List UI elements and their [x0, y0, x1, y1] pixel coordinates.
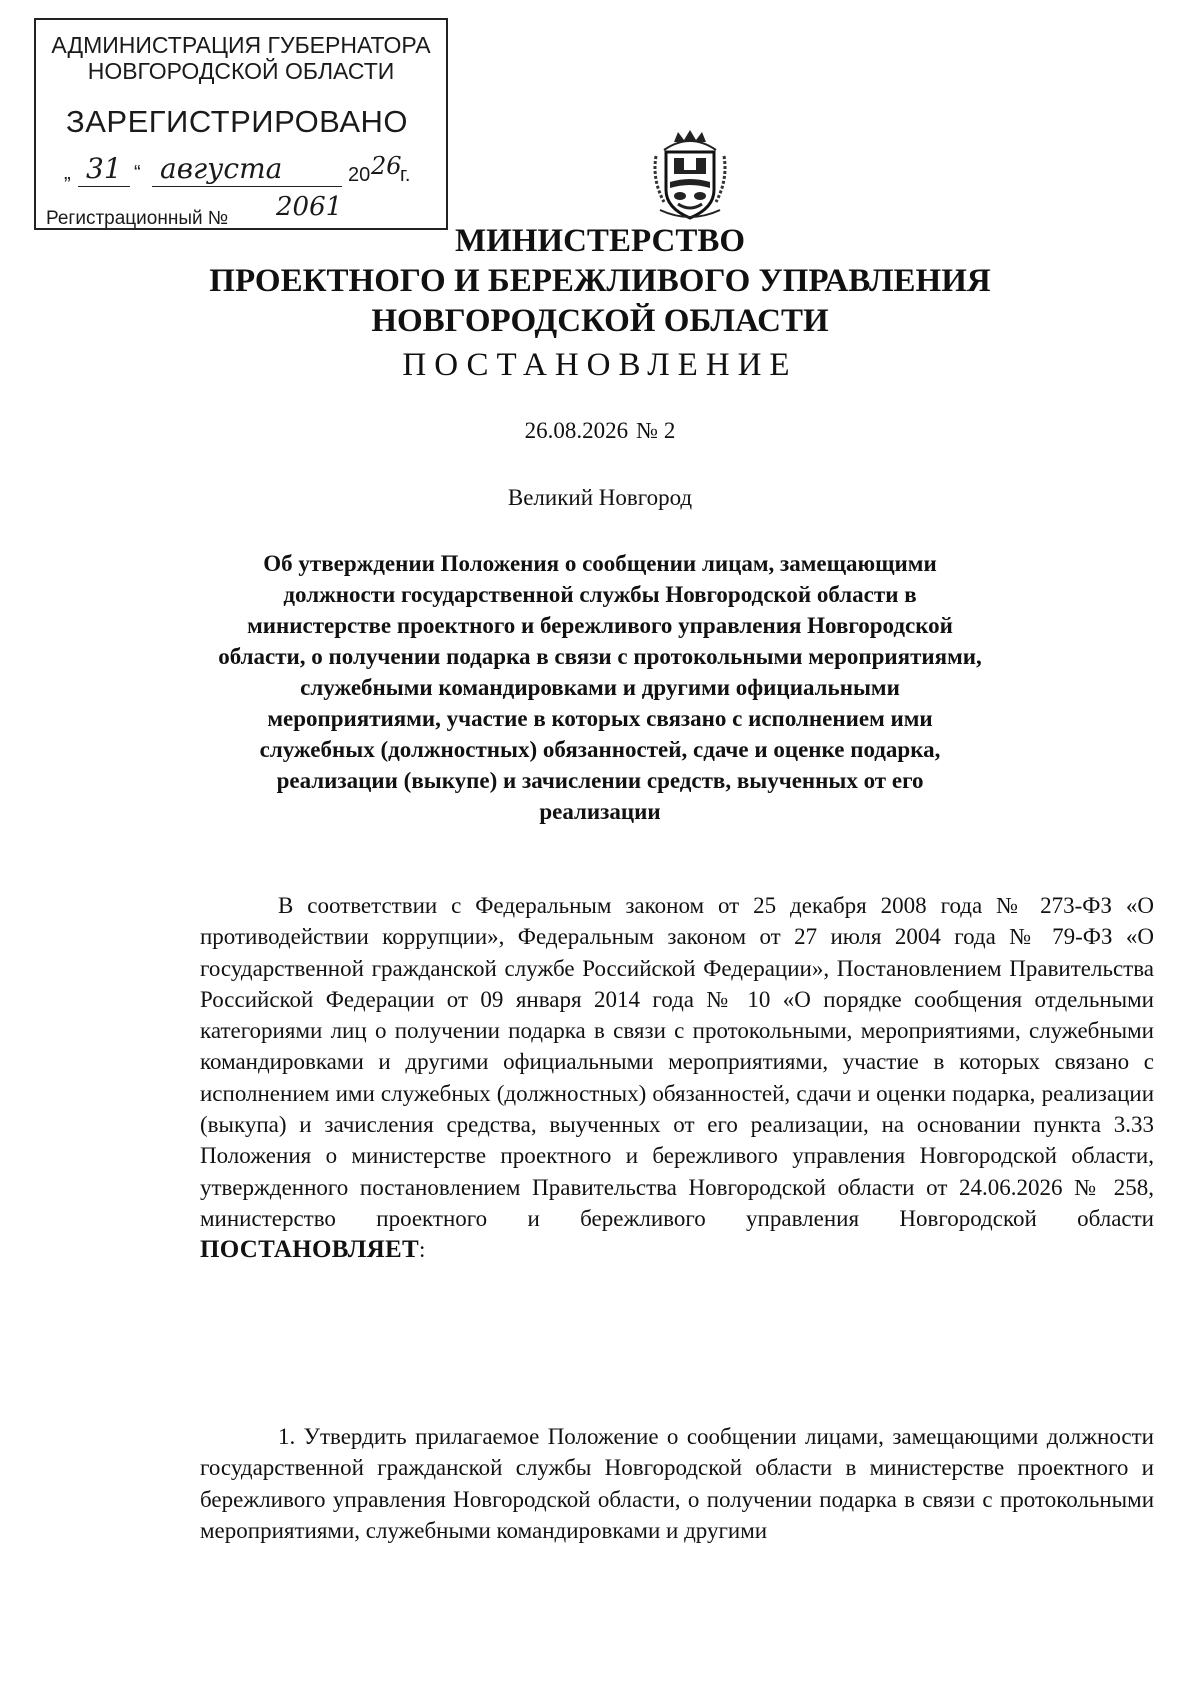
stamp-date-line — [64, 152, 434, 192]
title-line: министерстве проектного и бережливого управления Новгородской — [247, 613, 953, 638]
stamp-date-month: августа — [160, 152, 283, 185]
stamp-organization — [36, 32, 446, 84]
title-line: реализации — [539, 799, 661, 824]
stamp-org-line-2: НОВГОРОДСКОЙ ОБЛАСТИ — [87, 58, 395, 84]
stamp-status: ЗАРЕГИСТРИРОВАНО — [66, 104, 409, 139]
stamp-close-quote: “ — [134, 162, 141, 184]
item-1-paragraph — [200, 1421, 1154, 1546]
stamp-month-underline — [152, 186, 342, 187]
resolves-colon: : — [418, 1237, 426, 1263]
preamble-text: В соответствии с Федеральным законом от 25 декабря 2008 года № 273-ФЗ «О противодействии коррупции», Федеральным законом от 27 июля 2004 года № 79-ФЗ «О государственной гражданской службе Российской Федерации», Постановлением Правительства Российской Федерации от 09 января 2014 года № 10 «О порядке сообщения отдельными категориями лиц о получении подарка в связи с протокольными, мероприятиями, служебными командировками и другими официальными мероприятиями, участие в которых связано с исполнением ими служебных (должностных) обязанностей, сдачи и оценки подарка, реализации (выкупа) и зачисления средства, выученных от его реализации, на основании пункта 3.33 Положения о министерстве проектного и бережливого управления Новгородской области, утвержденного постановлением Правительства Новгородской области от 24.06.2026 № 258, министерство проектного и бережливого управления Новгородской области — [200, 893, 1154, 1231]
stamp-day-underline — [78, 186, 130, 187]
document-number: № 2 — [636, 418, 676, 443]
document-date-number — [0, 418, 1200, 444]
document-date: 26.08.2026 — [524, 418, 629, 443]
resolves-keyword: ПОСТАНОВЛЯЕТ — [200, 1236, 419, 1264]
registration-stamp — [34, 18, 448, 230]
stamp-year-prefix: 20 — [348, 164, 371, 186]
stamp-year-abbr: г. — [400, 164, 411, 186]
title-line: области, о получении подарка в связи с протокольными мероприятиями, — [218, 644, 982, 669]
item-1-text: 1. Утвердить прилагаемое Положение о сообщении лицами, замещающими должности государственной гражданской службы Новгородской области в министерстве проектного и бережливого управления Новгородской области, о получении подарка в связи с протокольными мероприятиями, служебными командировками и другими — [200, 1424, 1154, 1543]
title-line: должности государственной службы Новгородской области в — [283, 582, 917, 607]
title-line: реализации (выкупе) и зачислении средств, выученных от его — [276, 768, 924, 793]
document-title — [180, 548, 1020, 827]
ministry-name-line-3: НОВГОРОДСКОЙ ОБЛАСТИ — [371, 303, 829, 339]
stamp-registration-number: 2061 — [276, 192, 343, 222]
novgorod-coat-of-arms-icon — [650, 130, 730, 222]
preamble-paragraph — [200, 890, 1154, 1266]
stamp-org-line-1: АДМИНИСТРАЦИЯ ГУБЕРНАТОРА — [51, 32, 431, 58]
ministry-name-line-2: ПРОЕКТНОГО И БЕРЕЖЛИВОГО УПРАВЛЕНИЯ — [209, 263, 991, 299]
stamp-year-suffix: 26 — [371, 152, 402, 180]
document-city: Великий Новгород — [507, 485, 693, 510]
stamp-registration-label: Регистрационный № — [46, 208, 229, 229]
title-line: служебными командировками и другими официальными — [300, 675, 900, 700]
stamp-open-quote: „ — [64, 162, 71, 184]
title-line: Об утверждении Положения о сообщении лицам, замещающими — [263, 551, 937, 576]
document-type: ПОСТАНОВЛЕНИЕ — [402, 347, 798, 383]
title-line: служебных (должностных) обязанностей, сдаче и оценке подарка, — [259, 737, 941, 762]
stamp-date-day: 31 — [86, 152, 122, 185]
ministry-name-line-1: МИНИСТЕРСТВО — [454, 223, 746, 259]
title-line: мероприятиями, участие в которых связано с исполнением ими — [267, 706, 933, 731]
